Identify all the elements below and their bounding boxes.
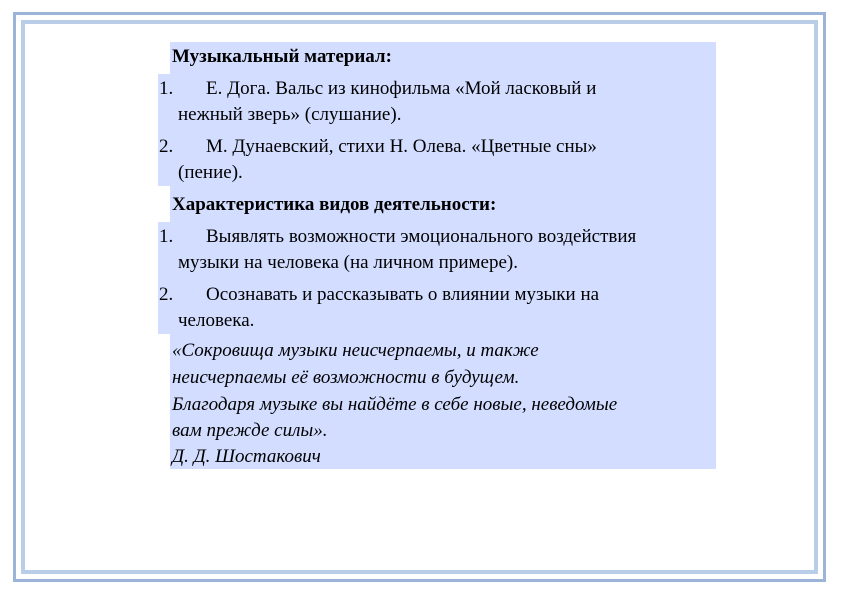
material-item-2-number: 2. [159, 136, 174, 157]
activity-item-2-number: 2. [159, 284, 174, 305]
quote-line-4: вам прежде силы». [172, 420, 328, 441]
material-item-1-number: 1. [159, 78, 174, 99]
activity-heading: Характеристика видов деятельности: [172, 194, 497, 215]
activity-item-2-line1: Осознавать и рассказывать о влиянии музыки на [206, 284, 600, 305]
activity-item-1-line1: Выявлять возможности эмоционального воздействия [206, 226, 637, 247]
activity-item-1-line2: музыки на человека (на личном примере). [178, 252, 518, 273]
quote-line-3: Благодаря музыке вы найдёте в себе новые, неведомые [172, 394, 618, 415]
quote-line-1: «Сокровища музыки неисчерпаемы, и также [172, 340, 539, 361]
material-item-1-line2: нежный зверь» (слушание). [178, 104, 402, 125]
material-item-1-line1: Е. Дога. Вальс из кинофильма «Мой ласковый и [206, 78, 597, 99]
quote-author: Д. Д. Шостакович [172, 446, 321, 467]
activity-item-2-line2: человека. [178, 310, 255, 331]
activity-item-1-number: 1. [159, 226, 174, 247]
quote-line-2: неисчерпаемы её возможности в будущем. [172, 367, 520, 388]
material-item-2-line1: М. Дунаевский, стихи Н. Олева. «Цветные сны» [206, 136, 597, 157]
material-heading: Музыкальный материал: [172, 46, 392, 67]
material-item-2-line2: (пение). [178, 162, 243, 183]
